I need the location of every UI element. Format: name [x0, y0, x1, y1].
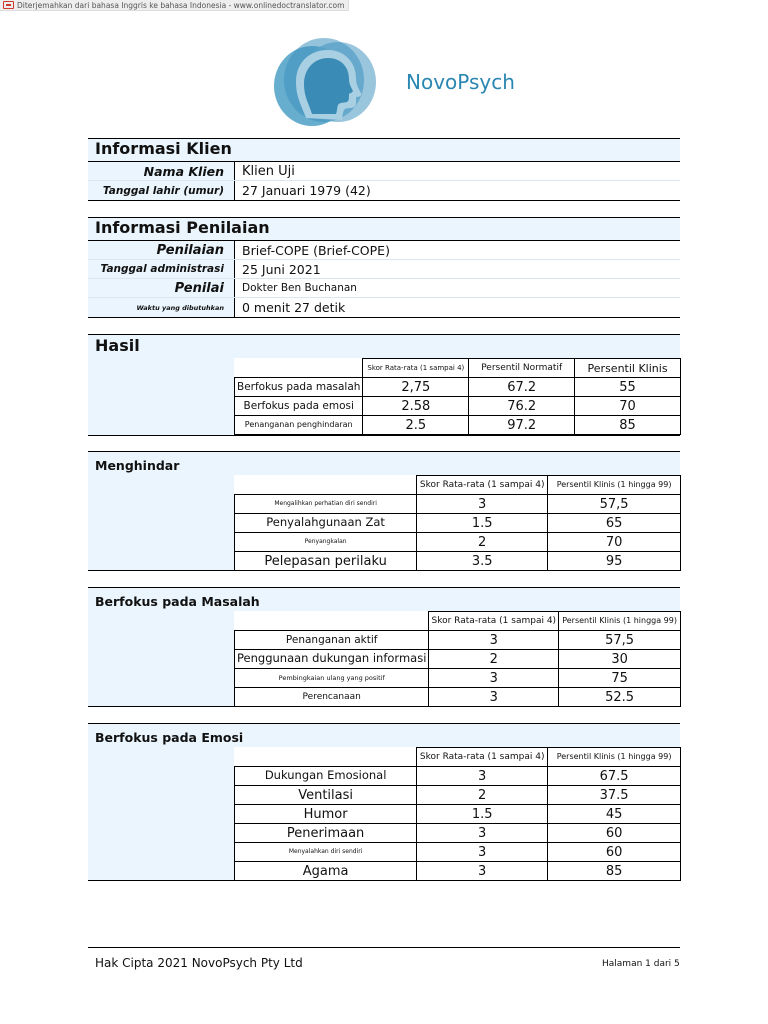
assessor-label: Penilai	[174, 280, 224, 296]
emotion-focused-header-row	[235, 748, 681, 767]
row-label: Pembingkaian ulang yang positif	[235, 669, 429, 688]
table-row	[235, 767, 681, 786]
table-row	[235, 416, 681, 435]
row-mean: 3.5	[417, 552, 548, 571]
brand-name: NovoPsych	[406, 70, 515, 94]
banner-text: Diterjemahkan dari bahasa Inggris ke bahasa Indonesia - www.onlinedoctranslator.com	[17, 0, 345, 10]
row-clinical: 52.5	[559, 688, 681, 707]
pdf-icon	[3, 1, 14, 9]
row-label: Agama	[235, 862, 417, 881]
row-clinical: 60	[548, 824, 681, 843]
row-clinical: 60	[548, 843, 681, 862]
row-mean: 3	[417, 824, 548, 843]
row-clinical: 30	[559, 650, 681, 669]
client-dob-row	[88, 181, 680, 200]
row-mean: 3	[429, 669, 559, 688]
row-mean: 3	[417, 843, 548, 862]
time-taken-label: Waktu yang dibutuhkan	[136, 303, 224, 312]
avoidance-table	[234, 475, 681, 571]
row-label: Berfokus pada emosi	[235, 397, 363, 416]
row-label: Penyalahgunaan Zat	[235, 514, 417, 533]
table-row	[235, 650, 681, 669]
assessment-info-title: Informasi Penilaian	[95, 218, 270, 237]
avoidance-header-mean: Skor Rata-rata (1 sampai 4)	[417, 476, 548, 495]
row-label: Penyangkalan	[235, 533, 417, 552]
row-normative: 76.2	[469, 397, 575, 416]
footer-copyright: Hak Cipta 2021 NovoPsych Pty Ltd	[95, 956, 303, 970]
assessment-name-row	[88, 241, 680, 260]
results-header-clinical: Persentil Klinis	[575, 359, 681, 378]
table-row	[235, 495, 681, 514]
table-row	[235, 843, 681, 862]
time-taken-value: 0 menit 27 detik	[234, 298, 680, 317]
row-clinical: 55	[575, 378, 681, 397]
row-mean: 3	[417, 767, 548, 786]
client-info-grid	[88, 161, 680, 201]
results-title: Hasil	[95, 336, 140, 355]
row-mean: 2	[417, 786, 548, 805]
results-header-empty	[235, 359, 363, 378]
assessor-row	[88, 279, 680, 298]
problem-focused-header-mean: Skor Rata-rata (1 sampai 4)	[429, 612, 559, 631]
table-row	[235, 862, 681, 881]
problem-focused-table	[234, 611, 681, 707]
row-clinical: 57,5	[548, 495, 681, 514]
assessor-value: Dokter Ben Buchanan	[234, 279, 680, 297]
row-mean: 3	[429, 688, 559, 707]
results-table	[234, 358, 681, 435]
table-row	[235, 805, 681, 824]
row-label: Penanganan aktif	[235, 631, 429, 650]
row-mean: 3	[429, 631, 559, 650]
row-clinical: 85	[548, 862, 681, 881]
avoidance-header-row	[235, 476, 681, 495]
row-label: Berfokus pada masalah	[235, 378, 363, 397]
row-label: Perencanaan	[235, 688, 429, 707]
problem-focused-header-empty	[235, 612, 429, 631]
time-taken-row	[88, 298, 680, 317]
row-mean: 3	[417, 495, 548, 514]
table-row	[235, 533, 681, 552]
admin-date-label: Tanggal administrasi	[100, 263, 224, 275]
table-row	[235, 631, 681, 650]
row-clinical: 45	[548, 805, 681, 824]
row-label: Mengalihkan perhatian diri sendiri	[235, 495, 417, 514]
assessment-info-section	[88, 217, 680, 318]
assessment-info-grid	[88, 240, 680, 318]
avoidance-title: Menghindar	[95, 458, 180, 473]
emotion-focused-table	[234, 747, 681, 881]
row-clinical: 85	[575, 416, 681, 435]
row-mean: 1.5	[417, 514, 548, 533]
client-dob-value: 27 Januari 1979 (42)	[234, 181, 680, 200]
row-label: Penanganan penghindaran	[235, 416, 363, 435]
table-row	[235, 397, 681, 416]
row-mean: 3	[417, 862, 548, 881]
translation-banner[interactable]	[0, 0, 349, 11]
row-clinical: 95	[548, 552, 681, 571]
row-mean: 2	[417, 533, 548, 552]
emotion-focused-header-mean: Skor Rata-rata (1 sampai 4)	[417, 748, 548, 767]
assessment-name-value: Brief-COPE (Brief-COPE)	[234, 241, 680, 259]
row-label: Pelepasan perilaku	[235, 552, 417, 571]
row-clinical: 67.5	[548, 767, 681, 786]
table-row	[235, 552, 681, 571]
table-row	[235, 786, 681, 805]
row-normative: 97.2	[469, 416, 575, 435]
client-name-row	[88, 162, 680, 181]
admin-date-row	[88, 260, 680, 279]
row-normative: 67.2	[469, 378, 575, 397]
row-mean: 2,75	[363, 378, 469, 397]
footer-divider	[88, 947, 680, 948]
emotion-focused-header-clinical: Persentil Klinis (1 hingga 99)	[548, 748, 681, 767]
client-dob-label: Tanggal lahir (umur)	[102, 184, 224, 197]
client-name-label: Nama Klien	[143, 163, 224, 179]
row-label: Penerimaan	[235, 824, 417, 843]
row-clinical: 37.5	[548, 786, 681, 805]
row-clinical: 65	[548, 514, 681, 533]
row-clinical: 70	[575, 397, 681, 416]
footer-page-number: Halaman 1 dari 5	[602, 959, 680, 969]
emotion-focused-title: Berfokus pada Emosi	[95, 730, 244, 745]
admin-date-value: 25 Juni 2021	[234, 260, 680, 278]
results-header-mean: Skor Rata-rata (1 sampai 4)	[363, 359, 469, 378]
row-clinical: 70	[548, 533, 681, 552]
client-name-value: Klien Uji	[234, 162, 680, 180]
row-mean: 2.5	[363, 416, 469, 435]
row-label: Dukungan Emosional	[235, 767, 417, 786]
assessment-name-label: Penilaian	[156, 242, 224, 258]
row-label: Penggunaan dukungan informasi	[235, 650, 429, 669]
novopsych-logo	[272, 34, 380, 130]
table-row	[235, 824, 681, 843]
row-mean: 2.58	[363, 397, 469, 416]
row-mean: 2	[429, 650, 559, 669]
client-info-section	[88, 138, 680, 200]
table-row	[235, 378, 681, 397]
client-info-title: Informasi Klien	[95, 139, 232, 158]
table-row	[235, 688, 681, 707]
row-label: Humor	[235, 805, 417, 824]
table-row	[235, 514, 681, 533]
table-row	[235, 669, 681, 688]
problem-focused-header-clinical: Persentil Klinis (1 hingga 99)	[559, 612, 681, 631]
row-clinical: 75	[559, 669, 681, 688]
avoidance-header-empty	[235, 476, 417, 495]
problem-focused-title: Berfokus pada Masalah	[95, 594, 260, 609]
row-mean: 1.5	[417, 805, 548, 824]
results-header-row	[235, 359, 681, 378]
problem-focused-header-row	[235, 612, 681, 631]
results-header-normative: Persentil Normatif	[469, 359, 575, 378]
avoidance-header-clinical: Persentil Klinis (1 hingga 99)	[548, 476, 681, 495]
row-clinical: 57,5	[559, 631, 681, 650]
row-label: Ventilasi	[235, 786, 417, 805]
row-label: Menyalahkan diri sendiri	[235, 843, 417, 862]
emotion-focused-header-empty	[235, 748, 417, 767]
